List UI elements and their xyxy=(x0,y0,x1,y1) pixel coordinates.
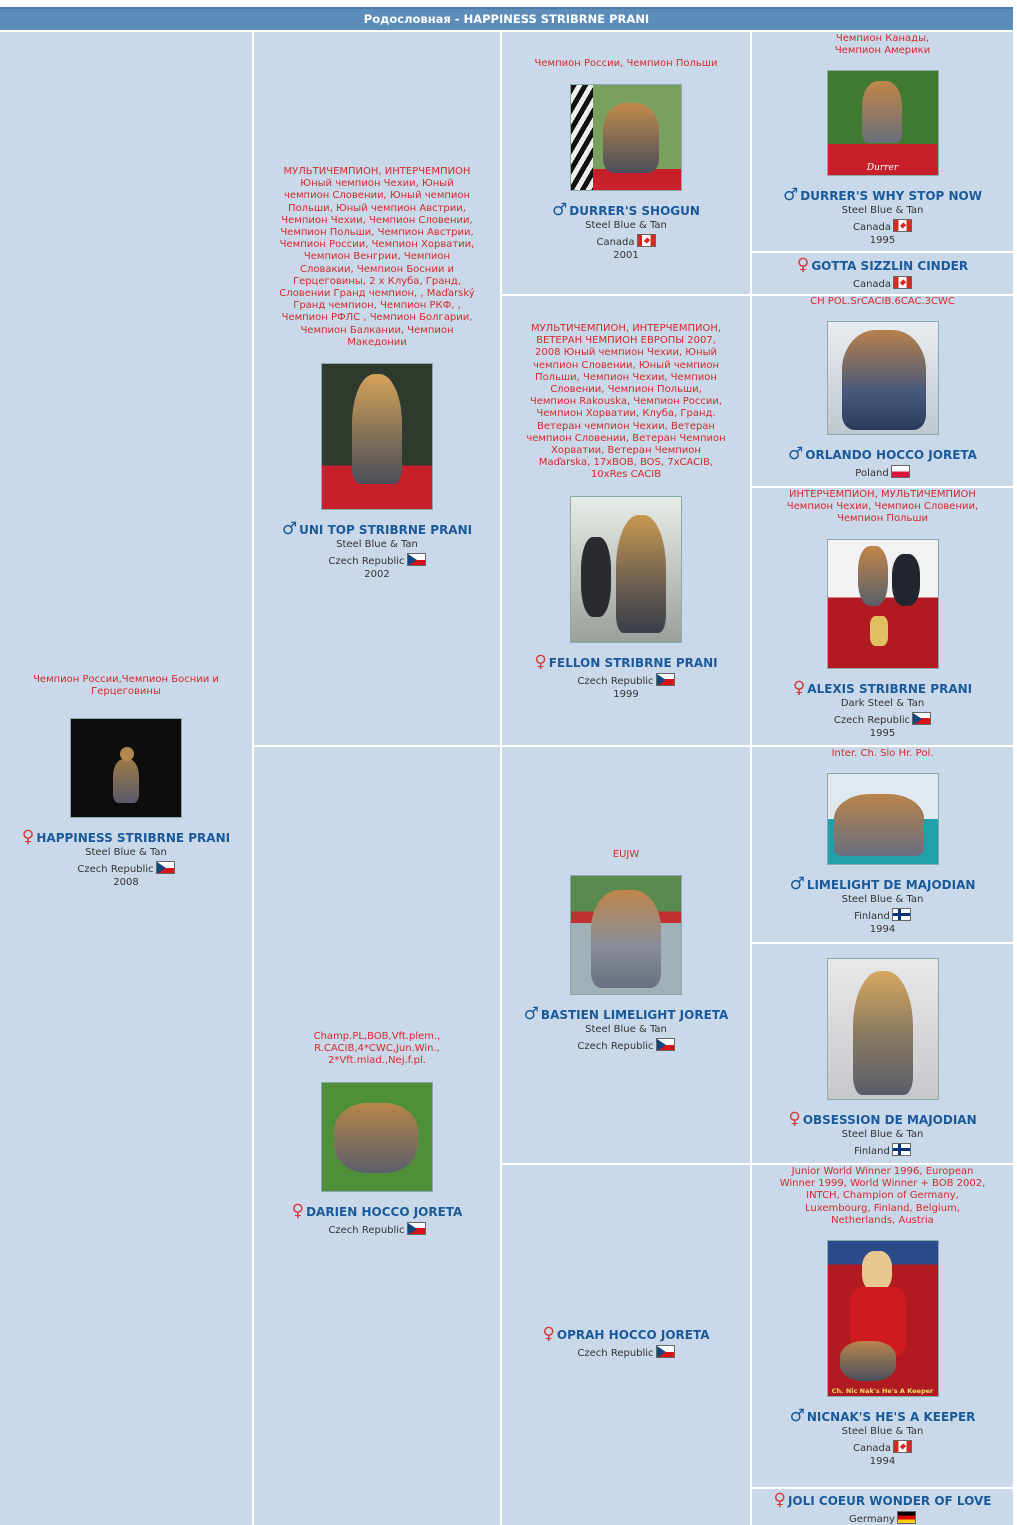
dog-name-text: OBSESSION DE MAJODIAN xyxy=(802,1113,977,1127)
dog-name[interactable] xyxy=(752,677,1013,698)
dog-titles: EUJW xyxy=(612,849,640,860)
dog-titles: Junior World Winner 1996, European Winner 1999, World Winner + BOB 2002, INTCH, Champion of Germany, Luxembourg, Finland, Belgium, Netherlands, Austria xyxy=(779,1166,986,1226)
cz-flag-icon xyxy=(656,673,675,686)
dog-name-text: GOTTA SIZZLIN CINDER xyxy=(811,259,969,273)
dog-country: Czech Republic xyxy=(502,1038,750,1053)
ca-flag-icon xyxy=(637,234,656,247)
female-icon: ♀ xyxy=(792,677,806,698)
dog-color: Steel Blue & Tan xyxy=(336,539,418,551)
dog-name[interactable] xyxy=(752,185,1013,206)
male-icon: ♂ xyxy=(789,874,805,895)
pedigree-header xyxy=(0,7,1013,30)
fi-flag-icon xyxy=(892,908,911,921)
female-icon: ♀ xyxy=(773,1490,786,1510)
dog-name-text: BASTIEN LIMELIGHT JORETA xyxy=(540,1008,729,1023)
dog-country: Czech Republic xyxy=(752,712,1013,727)
dog-photo[interactable] xyxy=(70,718,182,818)
dog-titles: Чемпион России, Чемпион Польши xyxy=(534,58,718,69)
dog-name-text: FELLON STRIBRNE PRANI xyxy=(548,655,718,670)
dog-country: Czech Republic xyxy=(254,1222,500,1237)
ssd-cell xyxy=(752,253,1013,294)
dog-name-text: ALEXIS STRIBRNE PRANI xyxy=(807,681,973,696)
de-flag-icon xyxy=(897,1511,916,1524)
dog-name[interactable] xyxy=(752,1406,1013,1427)
dog-country: Canada xyxy=(752,276,1013,291)
male-icon: ♂ xyxy=(788,444,804,465)
dog-photo[interactable] xyxy=(321,1082,433,1192)
dam-sire-cell xyxy=(502,747,750,1163)
dog-year: 1995 xyxy=(869,235,896,247)
dog-country: Czech Republic xyxy=(502,673,750,688)
dam-dam-cell xyxy=(502,1165,750,1525)
sire-cell xyxy=(254,32,500,745)
dss-cell xyxy=(752,747,1013,942)
dog-name[interactable] xyxy=(752,444,1013,465)
dog-year: 2001 xyxy=(613,250,639,262)
dsd-cell xyxy=(752,944,1013,1163)
photo-caption: Durrer xyxy=(866,163,899,174)
dog-color: Steel Blue & Tan xyxy=(841,1129,924,1140)
male-icon: ♂ xyxy=(783,185,799,206)
dog-color: Steel Blue & Tan xyxy=(841,1426,924,1438)
dog-color: Steel Blue & Tan xyxy=(585,220,667,232)
male-icon: ♂ xyxy=(523,1004,539,1025)
dog-name[interactable] xyxy=(752,1490,1013,1510)
dog-photo[interactable] xyxy=(827,539,939,669)
dog-country: Canada xyxy=(502,234,750,249)
dog-name-text: NICNAK'S HE'S A KEEPER xyxy=(806,1410,976,1425)
dog-color: Steel Blue & Tan xyxy=(841,205,924,217)
dog-name[interactable] xyxy=(502,651,750,672)
dog-photo[interactable] xyxy=(570,84,682,191)
dog-name-text: ORLANDO HOCCO JORETA xyxy=(805,448,977,463)
dog-year: 1995 xyxy=(869,727,896,739)
dog-name[interactable] xyxy=(752,874,1013,895)
dog-photo[interactable] xyxy=(570,875,682,995)
dog-name[interactable] xyxy=(752,255,1013,275)
dog-name[interactable] xyxy=(502,1004,750,1025)
dog-country: Canada xyxy=(752,219,1013,234)
female-icon: ♀ xyxy=(291,1200,305,1221)
dog-titles: Champ.PL,BOB,Vft.plem., R.CACIB,4*CWC,Jun.Win., 2*Vft.mlad.,Nej.f.pl. xyxy=(313,1031,441,1067)
dog-country: Finland xyxy=(752,1143,1013,1158)
subject-cell xyxy=(0,32,252,1525)
photo-caption: Ch. Nic Nak's He's A Keeper xyxy=(831,1387,934,1396)
dog-name-text: OPRAH HOCCO JORETA xyxy=(556,1328,710,1342)
dog-year: 1999 xyxy=(613,688,639,700)
dog-year: 1994 xyxy=(869,1456,896,1468)
sire-dam-cell xyxy=(502,296,750,745)
dog-color: Dark Steel & Tan xyxy=(840,697,925,709)
dog-name-text: DARIEN HOCCO JORETA xyxy=(306,1204,463,1219)
dog-country: Czech Republic xyxy=(0,861,252,876)
sds-cell xyxy=(752,296,1013,486)
sdd-cell xyxy=(752,488,1013,745)
dog-name[interactable] xyxy=(0,827,252,848)
male-icon: ♂ xyxy=(789,1406,805,1427)
dog-name-text: DURRER'S WHY STOP NOW xyxy=(800,189,982,204)
page-title: Родословная - HAPPINESS STRIBRNE PRANI xyxy=(363,12,650,26)
dog-year: 2008 xyxy=(113,877,139,889)
fi-flag-icon xyxy=(892,1143,911,1156)
dog-country: Czech Republic xyxy=(502,1345,750,1360)
dog-country: Canada xyxy=(752,1440,1013,1455)
female-icon: ♀ xyxy=(788,1109,801,1129)
cz-flag-icon xyxy=(912,712,931,725)
dog-name-text: JOLI COEUR WONDER OF LOVE xyxy=(787,1494,992,1508)
cz-flag-icon xyxy=(156,861,175,874)
female-icon: ♀ xyxy=(534,651,547,672)
dog-photo[interactable] xyxy=(570,496,682,643)
dog-titles: Чемпион Канады, Чемпион Америки xyxy=(834,33,931,57)
dog-color: Steel Blue & Tan xyxy=(841,894,924,906)
dog-country: Germany xyxy=(752,1511,1013,1525)
dog-country: Czech Republic xyxy=(254,553,500,568)
dog-name[interactable] xyxy=(502,1324,750,1344)
ddd-cell xyxy=(752,1489,1013,1525)
dog-year: 2002 xyxy=(364,569,390,581)
dog-year: 1994 xyxy=(869,924,896,936)
female-icon: ♀ xyxy=(21,827,35,848)
dog-titles: ИНТЕРЧЕМПИОН, МУЛЬТИЧЕМПИОН Чемпион Чехии, Чемпион Словении, Чемпион Польши xyxy=(786,489,979,525)
dog-photo[interactable] xyxy=(827,321,939,435)
female-icon: ♀ xyxy=(796,255,810,275)
dog-titles: CH POL.SrCACIB.6CAC.3CWC xyxy=(810,296,955,307)
dog-name[interactable] xyxy=(254,519,500,540)
dog-name[interactable] xyxy=(254,1200,500,1221)
sss-cell xyxy=(752,32,1013,251)
dog-photo[interactable] xyxy=(827,958,939,1100)
dog-name[interactable] xyxy=(752,1109,1013,1129)
dog-photo[interactable] xyxy=(321,363,433,510)
male-icon: ♂ xyxy=(552,200,568,221)
dog-country: Finland xyxy=(752,908,1013,923)
dog-photo[interactable] xyxy=(827,773,939,865)
dds-cell xyxy=(752,1165,1013,1487)
dog-color: Steel Blue & Tan xyxy=(85,847,167,859)
dog-name-text: HAPPINESS STRIBRNE PRANI xyxy=(36,831,231,846)
cz-flag-icon xyxy=(407,1222,426,1235)
dog-photo[interactable] xyxy=(827,1240,939,1397)
cz-flag-icon xyxy=(656,1345,675,1358)
dog-titles: МУЛЬТИЧЕМПИОН, ИНТЕРЧЕМПИОН, ВЕТЕРАН ЧЕМПИОН ЕВРОПЫ 2007, 2008 Юный чемпион Чехии, Юный чемпион Словении, Юный чемпион Польши, Чемпион Чехии, Чемпион Словении, Чемпион Польши, Чемпион Rakouska, Чемпион России, Чемпион Хорватии, Клуба, Гранд. Ветеран чемпион Чехии, Ветеран чемпион Словении, Ветеран Чемпион Хорватии, Ветеран Чемпион Maďarska, 17xBOB, BOS, 7xCACIB, 10xRes CACIB xyxy=(526,323,726,481)
ca-flag-icon xyxy=(893,1440,912,1453)
dog-name-text: DURRER'S SHOGUN xyxy=(569,204,700,219)
ca-flag-icon xyxy=(893,219,912,232)
dog-name-text: LIMELIGHT DE MAJODIAN xyxy=(806,878,976,893)
dog-photo[interactable] xyxy=(827,70,939,176)
dog-titles: МУЛЬТИЧЕМПИОН, ИНТЕРЧЕМПИОН Юный чемпион Чехии, Юный чемпион Словении, Юный чемпион Польши, Юный чемпион Австрии, Чемпион Чехии, Чемпион Словении, Чемпион Польши, Чемпион Австрии, Чемпион России, Чемпион Хорватии, Чемпион Венгрии, Чемпион Словакии, Чемпион Боснии и Герцеговины, 2 x Клуба, Гранд, Словении Гранд чемпион, , Maďarský Гранд чемпион, Чемпион РКФ, , Чемпион РФЛС , Чемпион Болгарии, Чемпион Балкании, Чемпион Македонии xyxy=(279,166,475,348)
dog-color: Steel Blue & Tan xyxy=(585,1024,667,1036)
dog-titles: Inter. Ch. Slo Hr. Pol. xyxy=(831,748,934,759)
cz-flag-icon xyxy=(656,1038,675,1051)
dog-titles: Чемпион России,Чемпион Боснии и Герцеговины xyxy=(33,674,219,698)
sire-sire-cell xyxy=(502,32,750,294)
cz-flag-icon xyxy=(407,553,426,566)
dog-name[interactable] xyxy=(502,200,750,221)
pl-flag-icon xyxy=(891,465,910,478)
male-icon: ♂ xyxy=(281,519,298,540)
dam-cell xyxy=(254,747,500,1525)
female-icon: ♀ xyxy=(542,1324,555,1344)
ca-flag-icon xyxy=(893,276,912,289)
dog-country: Poland xyxy=(752,465,1013,480)
dog-name-text: UNI TOP STRIBRNE PRANI xyxy=(299,523,473,538)
